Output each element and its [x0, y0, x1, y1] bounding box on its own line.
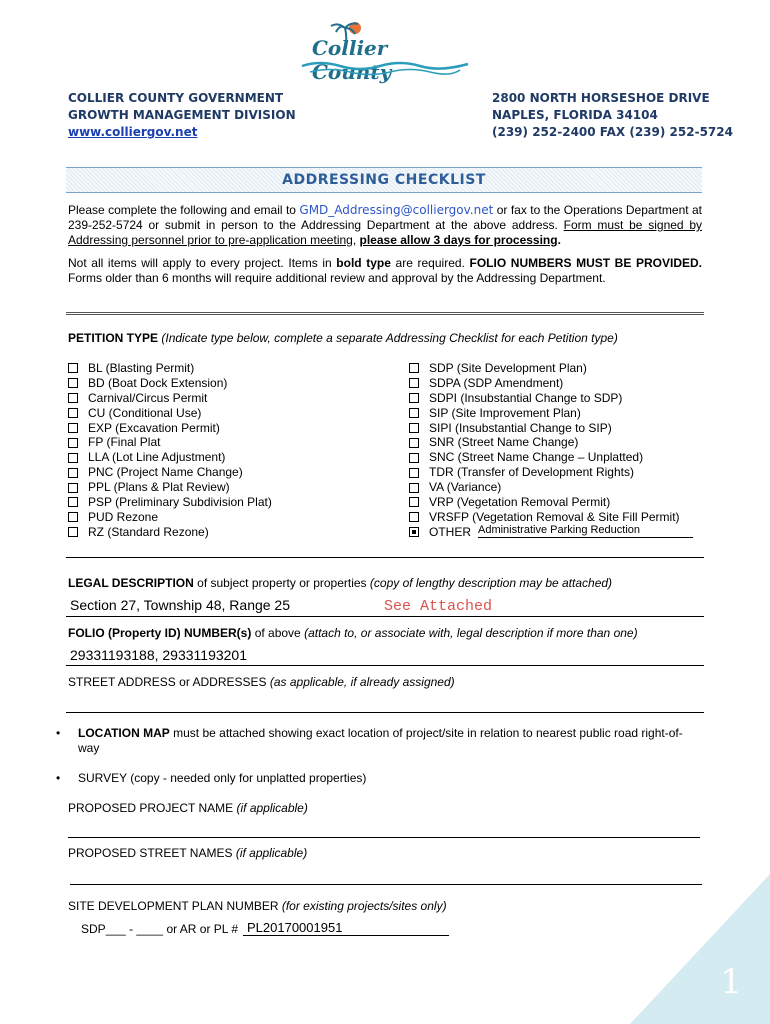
- sdp-or-label: or AR or PL #: [166, 922, 239, 936]
- petition-right-option[interactable]: [409, 391, 680, 406]
- checkbox[interactable]: [409, 512, 419, 522]
- checkbox-label: PUD Rezone: [88, 509, 159, 524]
- pl-number-value: PL20170001951: [247, 920, 343, 935]
- intro-text: Not all items will apply to every project. Items in: [68, 256, 332, 270]
- checkbox-label: Carnival/Circus Permit: [88, 390, 208, 405]
- petition-right-option[interactable]: [409, 361, 680, 376]
- checkbox-label: OTHER: [429, 524, 471, 539]
- checkbox[interactable]: [409, 468, 419, 478]
- checkbox[interactable]: [68, 393, 78, 403]
- bullet-icon: •: [56, 726, 61, 740]
- checkbox[interactable]: [68, 423, 78, 433]
- checkbox[interactable]: [409, 438, 419, 448]
- petition-left-option[interactable]: [68, 450, 272, 465]
- checkbox[interactable]: [409, 393, 419, 403]
- legal-label: LEGAL DESCRIPTION: [68, 576, 194, 590]
- checkbox[interactable]: [68, 453, 78, 463]
- survey-text: SURVEY (copy - needed only for unplatted properties): [78, 771, 367, 785]
- legal-note: (copy of lengthy description may be attached): [369, 576, 613, 590]
- legal-description-value[interactable]: Section 27, Township 48, Range 25: [70, 597, 291, 613]
- checkbox[interactable]: [409, 527, 419, 537]
- bullet-icon: •: [56, 771, 61, 785]
- location-map-label: LOCATION MAP: [78, 726, 170, 740]
- checkbox-label: SIP (Site Improvement Plan): [429, 405, 581, 420]
- petition-left-option[interactable]: [68, 480, 272, 495]
- petition-left-option[interactable]: [68, 391, 272, 406]
- checkbox[interactable]: [409, 363, 419, 373]
- checkbox-label: SNR (Street Name Change): [429, 435, 579, 450]
- sdp-blank-1[interactable]: ___: [105, 922, 126, 936]
- phone-fax: (239) 252-2400 FAX (239) 252-5724: [492, 125, 733, 139]
- sdp-label: SITE DEVELOPMENT PLAN NUMBER: [68, 899, 279, 913]
- petition-note: (Indicate type below, complete a separate Addressing Checklist for each Petition type): [161, 331, 618, 345]
- petition-list-right: [409, 361, 680, 540]
- street-names-heading: [68, 846, 307, 860]
- checkbox[interactable]: [409, 423, 419, 433]
- checkbox-label: SNC (Street Name Change – Unplatted): [429, 450, 644, 465]
- page-number: 1: [720, 962, 742, 1002]
- legal-mid: of subject property or properties: [197, 576, 367, 590]
- intro-text: Please complete the following and email to: [68, 203, 296, 217]
- email-link[interactable]: GMD_Addressing@colliergov.net: [299, 203, 494, 217]
- petition-left-option[interactable]: [68, 406, 272, 421]
- project-name-heading: [68, 801, 308, 815]
- checkbox-label: EXP (Excavation Permit): [88, 420, 220, 435]
- logo-text: Collier County: [312, 36, 392, 84]
- checkbox[interactable]: [68, 468, 78, 478]
- project-name-label: PROPOSED PROJECT NAME: [68, 801, 234, 815]
- checkbox[interactable]: [68, 408, 78, 418]
- header-right: [492, 90, 733, 141]
- other-value: Administrative Parking Reduction: [478, 524, 641, 536]
- petition-right-option[interactable]: [409, 495, 680, 510]
- sdp-dash: -: [129, 922, 134, 936]
- checkbox[interactable]: [409, 408, 419, 418]
- pl-number-field[interactable]: [243, 920, 449, 936]
- section-divider: [66, 312, 704, 315]
- title-bar: [66, 167, 702, 193]
- checkbox-label: RZ (Standard Rezone): [88, 524, 209, 539]
- petition-right-option[interactable]: [409, 480, 680, 495]
- header-left: [68, 90, 296, 141]
- folio-required-notice: FOLIO NUMBERS MUST BE PROVIDED.: [469, 256, 702, 270]
- petition-right-option[interactable]: [409, 465, 680, 480]
- other-value-field[interactable]: [478, 524, 693, 538]
- petition-right-option[interactable]: [409, 435, 680, 450]
- county-logo: [300, 20, 470, 84]
- intro-text: Forms older than 6 months will require additional review and approval by the Addressing Department.: [68, 271, 606, 285]
- petition-right-option[interactable]: [409, 421, 680, 436]
- survey-item: [56, 771, 366, 786]
- intro-text: or fax to the Operations Department at 239-252-5724 or submit in person to the Addressing Department at the above address.: [68, 203, 702, 232]
- checkbox-label: FP (Final Plat: [88, 435, 161, 450]
- address-line2: NAPLES, FLORIDA 34104: [492, 108, 658, 122]
- checkbox[interactable]: [68, 527, 78, 537]
- sdp-line: [81, 922, 238, 936]
- petition-right-option[interactable]: [409, 406, 680, 421]
- checkbox-label: LLA (Lot Line Adjustment): [88, 450, 226, 465]
- checkbox[interactable]: [409, 483, 419, 493]
- checkbox-label: BL (Blasting Permit): [88, 361, 195, 375]
- checkbox-label: PPL (Plans & Plat Review): [88, 480, 230, 495]
- street-names-label: PROPOSED STREET NAMES: [68, 846, 233, 860]
- intro-paragraph-1: [68, 203, 702, 248]
- checkbox[interactable]: [409, 378, 419, 388]
- intro-bold: bold type: [336, 256, 391, 270]
- checkbox-label: VA (Variance): [429, 480, 502, 495]
- checkbox-label: CU (Conditional Use): [88, 405, 202, 420]
- petition-right-option[interactable]: [409, 450, 680, 465]
- petition-right-option[interactable]: [409, 510, 680, 525]
- division-name: GROWTH MANAGEMENT DIVISION: [68, 108, 296, 122]
- checkbox-label: VRP (Vegetation Removal Permit): [429, 495, 611, 510]
- intro-bold-underline: please allow 3 days for processing: [359, 233, 558, 247]
- sdp-note: (for existing projects/sites only): [281, 899, 447, 913]
- petition-left-option[interactable]: [68, 510, 272, 525]
- sdp-prefix: SDP: [81, 922, 106, 936]
- checkbox[interactable]: [409, 497, 419, 507]
- intro-underline: Form must be signed by Addressing personnel prior to pre-application meeting,: [68, 218, 703, 247]
- checkbox[interactable]: [68, 483, 78, 493]
- checkbox-label: BD (Boat Dock Extension): [88, 375, 228, 390]
- street-note: (as applicable, if already assigned): [269, 675, 455, 689]
- checkbox-label: TDR (Transfer of Development Rights): [429, 465, 634, 480]
- location-map-text: must be attached showing exact location of project/site in relation to nearest public road right-of-way: [78, 726, 683, 755]
- folio-mid: of above: [254, 626, 301, 640]
- folio-value[interactable]: 29331193188, 29331193201: [70, 647, 247, 663]
- intro-paragraph-2: [68, 256, 702, 286]
- petition-heading: [68, 331, 618, 345]
- petition-left-option[interactable]: [68, 465, 272, 480]
- street-names-note: (if applicable): [235, 846, 308, 860]
- petition-left-option[interactable]: [68, 435, 272, 450]
- checkbox-label: VRSFP (Vegetation Removal & Site Fill Permit): [429, 509, 680, 524]
- street-label: STREET ADDRESS or ADDRESSES: [68, 675, 267, 689]
- checkbox-label: SDPA (SDP Amendment): [429, 375, 564, 390]
- see-attached-note: See Attached: [384, 598, 493, 615]
- petition-list-left: [68, 361, 272, 540]
- website-link[interactable]: www.colliergov.net: [68, 125, 198, 139]
- petition-right-option[interactable]: [409, 376, 680, 391]
- checkbox[interactable]: [68, 363, 78, 373]
- page-corner-decoration: [630, 874, 770, 1024]
- legal-underline: [66, 616, 704, 617]
- checkbox[interactable]: [68, 512, 78, 522]
- checkbox-label: PNC (Project Name Change): [88, 465, 243, 480]
- legal-heading: [68, 576, 612, 590]
- folio-underline: [66, 665, 704, 666]
- section-divider: [66, 557, 704, 558]
- petition-left-option[interactable]: [68, 495, 272, 510]
- intro-text: are required.: [395, 256, 465, 270]
- wave-icon: [300, 58, 470, 76]
- checkbox-label: SIPI (Insubstantial Change to SIP): [429, 420, 612, 435]
- checkbox-label: PSP (Preliminary Subdivision Plat): [88, 495, 272, 510]
- street-address-field[interactable]: [66, 712, 704, 713]
- checkbox-label: SDPI (Insubstantial Change to SDP): [429, 390, 623, 405]
- checkbox[interactable]: [409, 453, 419, 463]
- sdp-blank-2[interactable]: ____: [136, 922, 164, 936]
- petition-left-option[interactable]: [68, 361, 272, 376]
- street-address-heading: [68, 675, 455, 689]
- intro-period: .: [557, 233, 561, 247]
- address-line1: 2800 NORTH HORSESHOE DRIVE: [492, 91, 710, 105]
- street-names-field[interactable]: [70, 884, 702, 885]
- folio-label: FOLIO (Property ID) NUMBER(s): [68, 626, 252, 640]
- checkbox[interactable]: [68, 438, 78, 448]
- checkbox[interactable]: [68, 497, 78, 507]
- location-map-item: [56, 726, 701, 756]
- checkbox[interactable]: [68, 378, 78, 388]
- folio-heading: [68, 626, 638, 640]
- petition-left-option[interactable]: [68, 525, 272, 540]
- project-name-field[interactable]: [68, 837, 700, 838]
- petition-left-option[interactable]: [68, 421, 272, 436]
- sdp-heading: [68, 899, 447, 913]
- petition-label: PETITION TYPE: [68, 331, 159, 345]
- page-title: ADDRESSING CHECKLIST: [282, 172, 486, 188]
- org-name: COLLIER COUNTY GOVERNMENT: [68, 91, 284, 105]
- project-name-note: (if applicable): [236, 801, 308, 815]
- checkbox-label: SDP (Site Development Plan): [429, 361, 587, 375]
- folio-note: (attach to, or associate with, legal description if more than one): [304, 626, 638, 640]
- petition-left-option[interactable]: [68, 376, 272, 391]
